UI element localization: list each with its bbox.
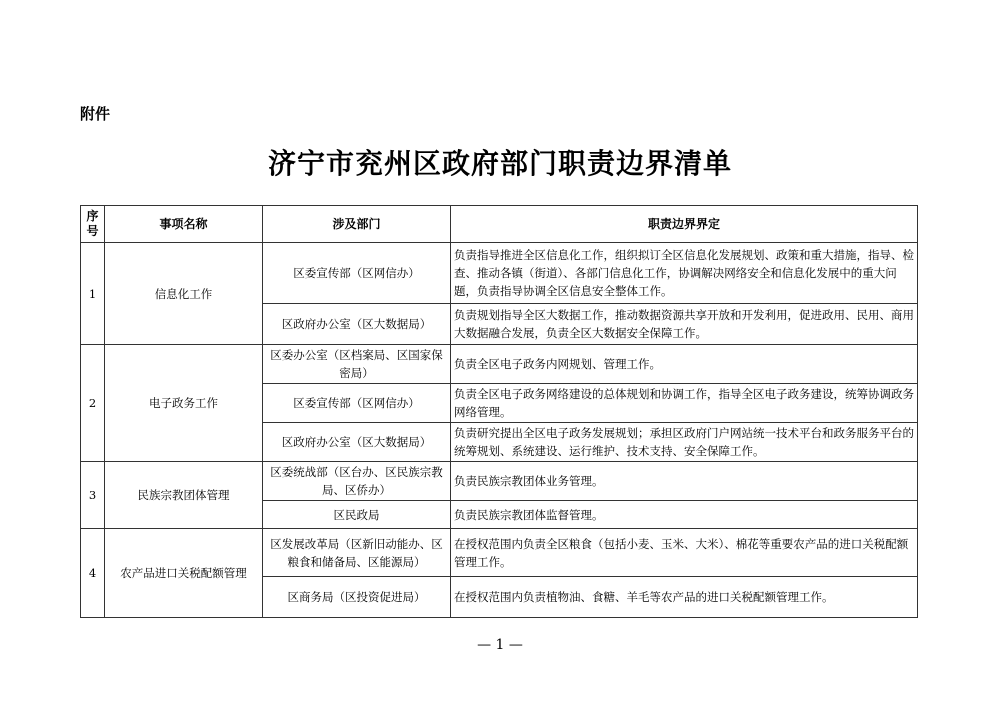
header-duty-boundary: 职责边界界定: [451, 206, 918, 243]
row-duty: 在授权范围内负责全区粮食（包括小麦、玉米、大米）、棉花等重要农产品的进口关税配额管理工作。: [451, 529, 918, 577]
row-seq: 3: [81, 462, 105, 529]
row-duty: 负责规划指导全区大数据工作，推动数据资源共享开放和开发利用，促进政用、民用、商用大数据融合发展，负责全区大数据安全保障工作。: [451, 304, 918, 345]
row-seq: 1: [81, 243, 105, 345]
row-department: 区民政局: [263, 501, 451, 529]
header-item-name: 事项名称: [105, 206, 263, 243]
table-header-row: [81, 206, 918, 243]
row-item-name: 电子政务工作: [105, 345, 263, 462]
row-department: 区政府办公室（区大数据局）: [263, 423, 451, 462]
table-row: [81, 345, 918, 384]
row-duty: 负责民族宗教团体监督管理。: [451, 501, 918, 529]
row-department: 区商务局（区投资促进局）: [263, 577, 451, 618]
row-department: 区委宣传部（区网信办）: [263, 243, 451, 304]
row-item-name: 民族宗教团体管理: [105, 462, 263, 529]
page-title: 济宁市兖州区政府部门职责边界清单: [267, 147, 732, 180]
row-duty: 负责研究提出全区电子政务发展规划；承担区政府门户网站统一技术平台和政务服务平台的统筹规划、系统建设、运行维护、技术支持、安全保障工作。: [451, 423, 918, 462]
row-item-name: 农产品进口关税配额管理: [105, 529, 263, 618]
header-department: 涉及部门: [263, 206, 451, 243]
header-seq: 序号: [81, 206, 105, 243]
attachment-label: 附件: [80, 105, 111, 123]
row-duty: 在授权范围内负责植物油、食糖、羊毛等农产品的进口关税配额管理工作。: [451, 577, 918, 618]
row-department: 区委办公室（区档案局、区国家保密局）: [263, 345, 451, 384]
row-department: 区政府办公室（区大数据局）: [263, 304, 451, 345]
duty-boundary-table: [80, 205, 918, 618]
row-department: 区委宣传部（区网信办）: [263, 384, 451, 423]
row-duty: 负责民族宗教团体业务管理。: [451, 462, 918, 501]
row-item-name: 信息化工作: [105, 243, 263, 345]
row-seq: 4: [81, 529, 105, 618]
row-duty: 负责全区电子政务内网规划、管理工作。: [451, 345, 918, 384]
row-duty: 负责全区电子政务网络建设的总体规划和协调工作，指导全区电子政务建设，统筹协调政务网络管理。: [451, 384, 918, 423]
row-seq: 2: [81, 345, 105, 462]
page-number: — 1 —: [477, 637, 523, 653]
table-row: [81, 462, 918, 501]
row-department: 区委统战部（区台办、区民族宗教局、区侨办）: [263, 462, 451, 501]
table-row: [81, 243, 918, 304]
row-department: 区发展改革局（区新旧动能办、区粮食和储备局、区能源局）: [263, 529, 451, 577]
table-row: [81, 529, 918, 577]
row-duty: 负责指导推进全区信息化工作，组织拟订全区信息化发展规划、政策和重大措施，指导、检查、推动各镇（街道）、各部门信息化工作，协调解决网络安全和信息化发展中的重大问题，负责指导协调全区信息安全整体工作。: [451, 243, 918, 304]
